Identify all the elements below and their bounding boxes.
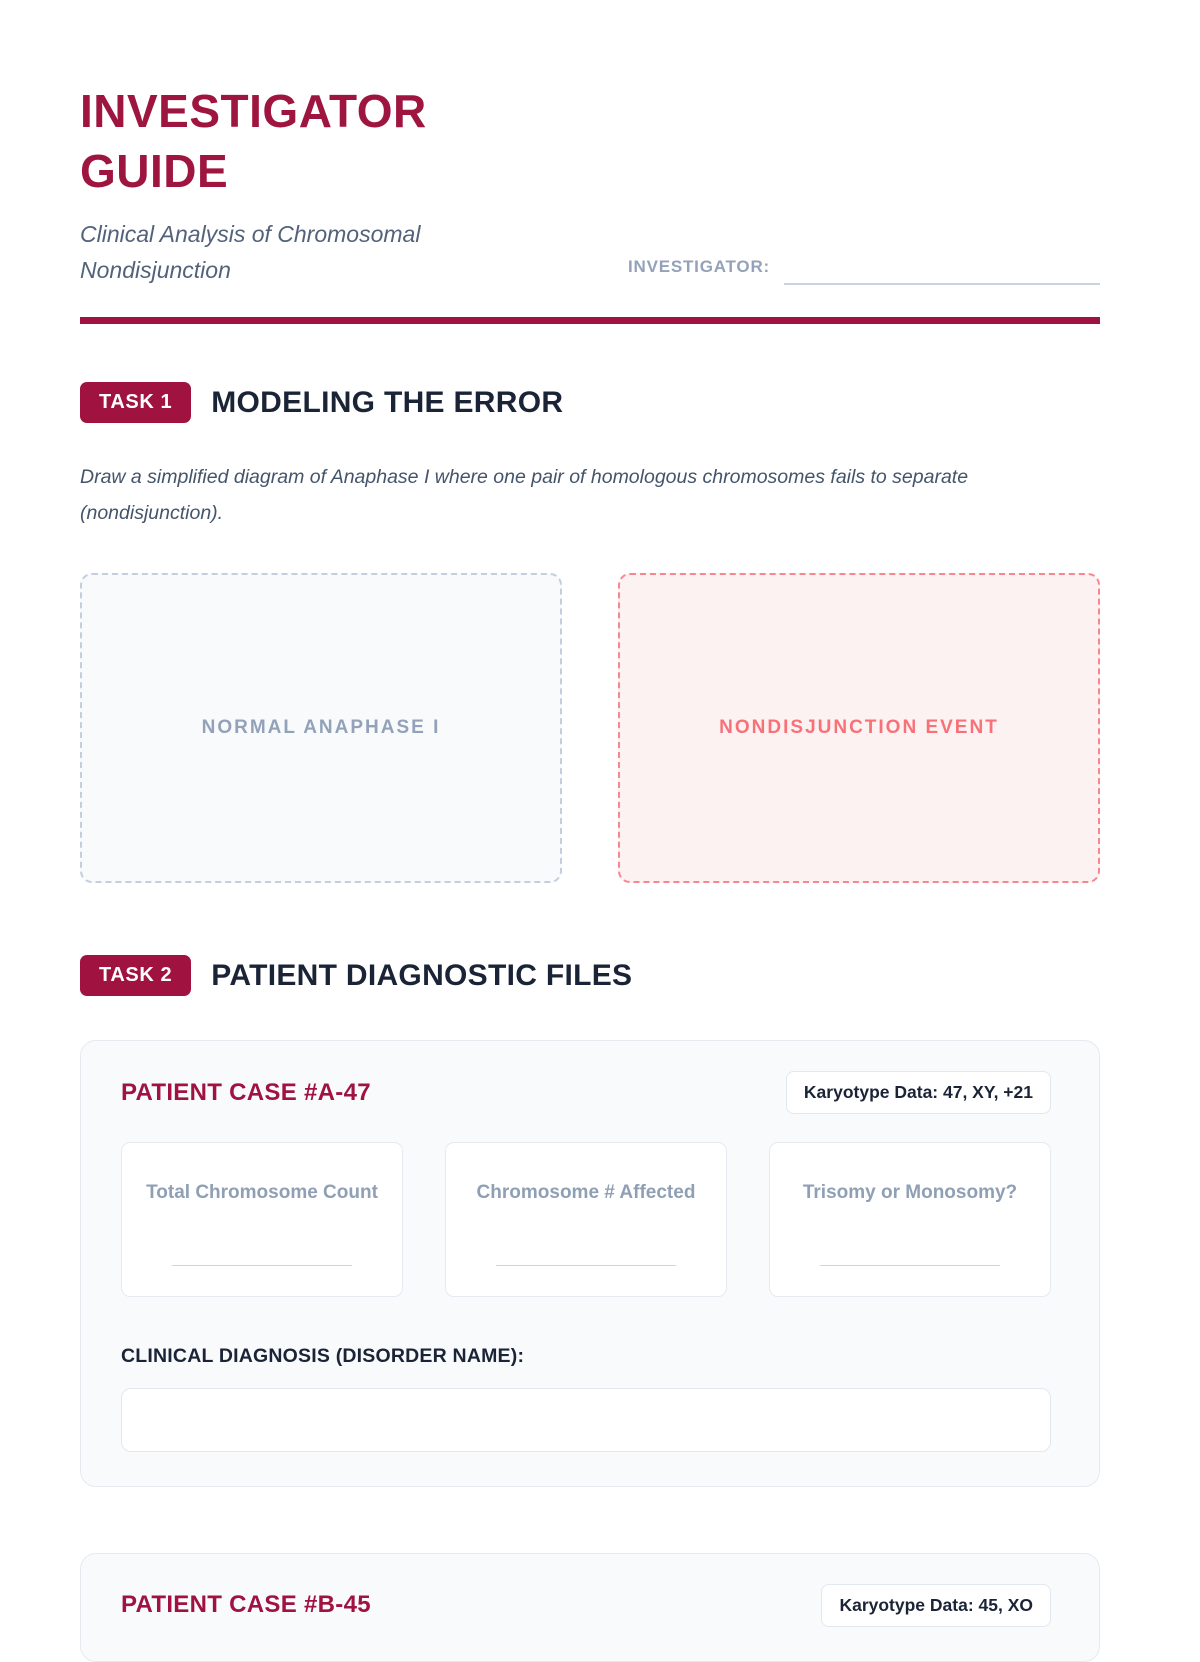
- case-a-diagnosis-input[interactable]: [121, 1388, 1051, 1452]
- task1-badge: TASK 1: [80, 382, 191, 423]
- normal-anaphase-drawing-box[interactable]: [80, 573, 562, 883]
- worksheet-page: [80, 0, 1100, 1662]
- patient-case-b-card: [80, 1553, 1100, 1662]
- total-chromosome-count-field[interactable]: [121, 1142, 403, 1297]
- task1-header: [80, 382, 1100, 423]
- trisomy-monosomy-blank[interactable]: [820, 1265, 1001, 1266]
- drawing-area-row: [80, 573, 1100, 883]
- case-a-karyotype-badge: Karyotype Data: 47, XY, +21: [786, 1071, 1051, 1114]
- case-a-header: [121, 1071, 1051, 1114]
- chromosome-affected-label: Chromosome # Affected: [476, 1182, 696, 1204]
- trisomy-monosomy-label: Trisomy or Monosomy?: [802, 1182, 1018, 1204]
- header: [80, 0, 1100, 289]
- header-divider: [80, 317, 1100, 324]
- case-a-title: PATIENT CASE #A-47: [121, 1078, 371, 1106]
- total-chromosome-count-label: Total Chromosome Count: [146, 1182, 378, 1204]
- task2-title: PATIENT DIAGNOSTIC FILES: [211, 958, 633, 992]
- nondisjunction-drawing-box[interactable]: [618, 573, 1100, 883]
- chromosome-affected-blank[interactable]: [496, 1265, 677, 1266]
- chromosome-affected-field[interactable]: [445, 1142, 727, 1297]
- case-b-header: [121, 1584, 1051, 1627]
- case-a-fields-row: [121, 1142, 1051, 1297]
- trisomy-monosomy-field[interactable]: [769, 1142, 1051, 1297]
- nondisjunction-label: NONDISJUNCTION EVENT: [719, 717, 999, 739]
- normal-anaphase-label: NORMAL ANAPHASE I: [201, 717, 441, 739]
- investigator-block: [628, 255, 1100, 289]
- investigator-label: INVESTIGATOR:: [627, 257, 770, 277]
- case-b-karyotype-badge: Karyotype Data: 45, XO: [821, 1584, 1051, 1627]
- task1-instructions: Draw a simplified diagram of Anaphase I where one pair of homologous chromosomes fails to separate (nondisjunction).: [80, 466, 969, 525]
- task2-badge: TASK 2: [80, 955, 191, 996]
- investigator-name-blank[interactable]: [784, 255, 1100, 285]
- header-left: [80, 82, 628, 289]
- case-b-title: PATIENT CASE #B-45: [121, 1591, 371, 1619]
- total-chromosome-count-blank[interactable]: [172, 1265, 353, 1266]
- patient-case-a-card: [80, 1040, 1100, 1487]
- case-a-diagnosis-label: CLINICAL DIAGNOSIS (DISORDER NAME):: [121, 1344, 525, 1367]
- task2-header: [80, 955, 1100, 996]
- page-subtitle: Clinical Analysis of Chromosomal Nondisjunction: [80, 220, 421, 284]
- task1-title: MODELING THE ERROR: [211, 385, 564, 419]
- page-title: INVESTIGATOR GUIDE: [80, 85, 427, 197]
